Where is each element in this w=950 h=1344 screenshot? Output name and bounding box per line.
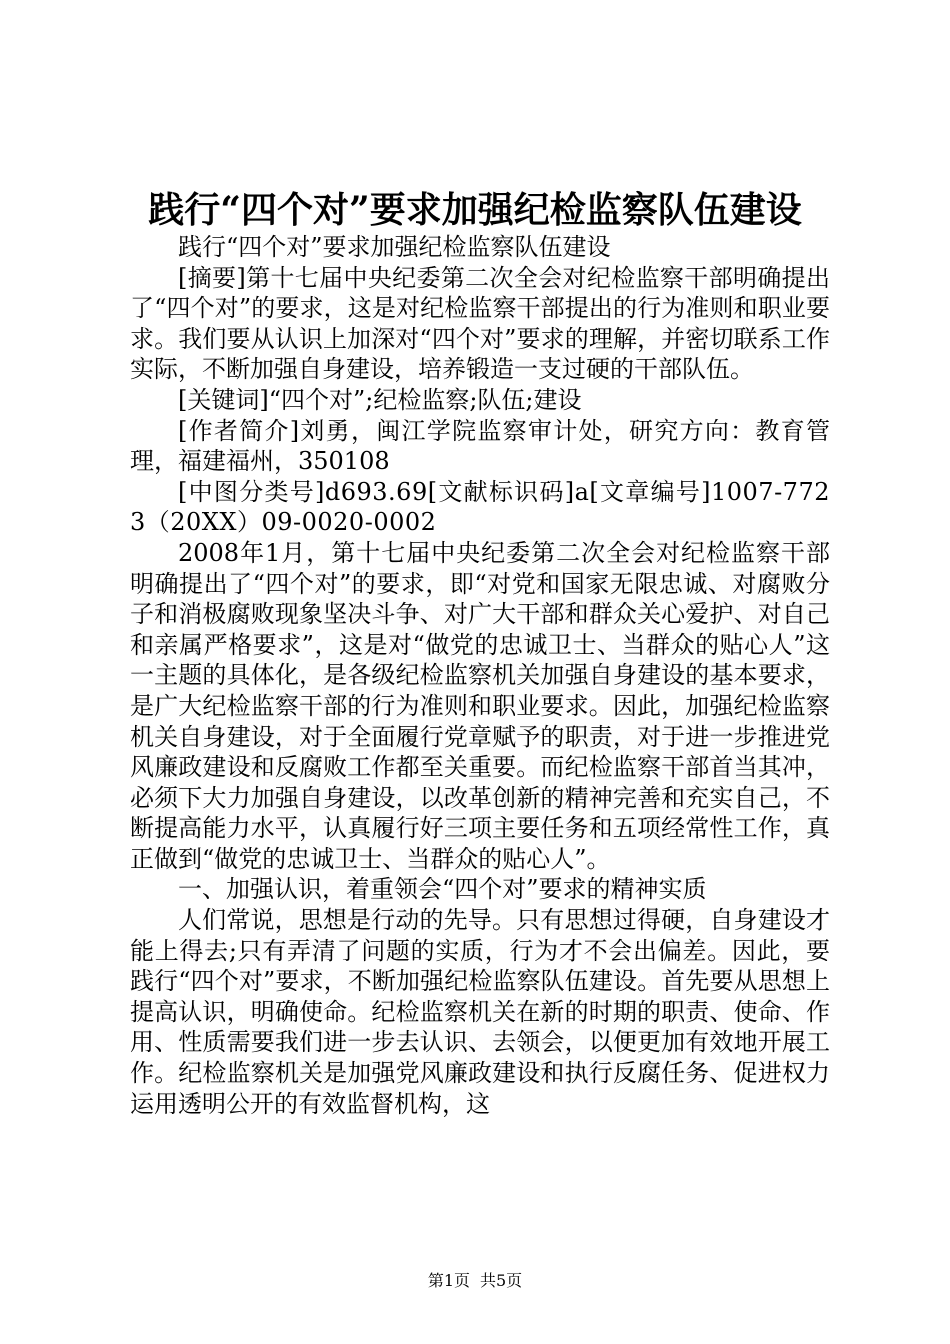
paragraph-classification: [中图分类号]d693.69[文献标识码]a[文章编号]1007-7723（20XX）09-0020-0002	[130, 477, 830, 537]
paragraph-author: [作者简介]刘勇，闽江学院监察审计处，研究方向：教育管理，福建福州，350108	[130, 416, 830, 476]
paragraph-keywords: [关键词]“四个对”;纪检监察;队伍;建设	[178, 385, 582, 414]
page-number: 第1页	[427, 1271, 470, 1290]
paragraph-section-body: 人们常说，思想是行动的先导。只有思想过得硬，自身建设才能上得去;只有弄清了问题的实质，行为才不会出偏差。因此，要践行“四个对”要求，不断加强纪检监察队伍建设。首先要从思想上提高认识，明确使命。纪检监察机关在新的时期的职责、使命、作用、性质需要我们进一步去认识、去领会，以便更加有效地开展工作。纪检监察机关是加强党风廉政建设和执行反腐任务、促进权力运用透明公开的有效监督机构，这	[130, 906, 830, 1118]
page-footer	[0, 1270, 950, 1292]
paragraph-intro: 2008年1月，第十七届中央纪委第二次全会对纪检监察干部明确提出了“四个对”的要求，即“对党和国家无限忠诚、对腐败分子和消极腐败现象坚决斗争、对广大干部和群众关心爱护、对自己和亲属严格要求”，这是对“做党的忠诚卫士、当群众的贴心人”这一主题的具体化，是各级纪检监察机关加强自身建设的基本要求，是广大纪检监察干部的行为准则和职业要求。因此，加强纪检监察机关自身建设，对于全面履行党章赋予的职责，对于进一步推进党风廉政建设和反腐败工作都至关重要。而纪检监察干部首当其冲，必须下大力加强自身建设，以改革创新的精神完善和充实自己，不断提高能力水平，认真履行好三项主要任务和五项经常性工作，真正做到“做党的忠诚卫士、当群众的贴心人”。	[130, 538, 830, 873]
section-heading: 一、加强认识，着重领会“四个对”要求的精神实质	[178, 875, 707, 904]
document-title: 践行“四个对”要求加强纪检监察队伍建设	[148, 189, 802, 231]
page-total: 共5页	[480, 1271, 523, 1290]
paragraph-abstract: [摘要]第十七届中央纪委第二次全会对纪检监察干部明确提出了“四个对”的要求，这是对纪检监察干部提出的行为准则和职业要求。我们要从认识上加深对“四个对”要求的理解，并密切联系工作实际，不断加强自身建设，培养锻造一支过硬的干部队伍。	[130, 263, 830, 384]
paragraph-subtitle: 践行“四个对”要求加强纪检监察队伍建设	[178, 233, 611, 261]
document-body	[130, 232, 830, 1119]
